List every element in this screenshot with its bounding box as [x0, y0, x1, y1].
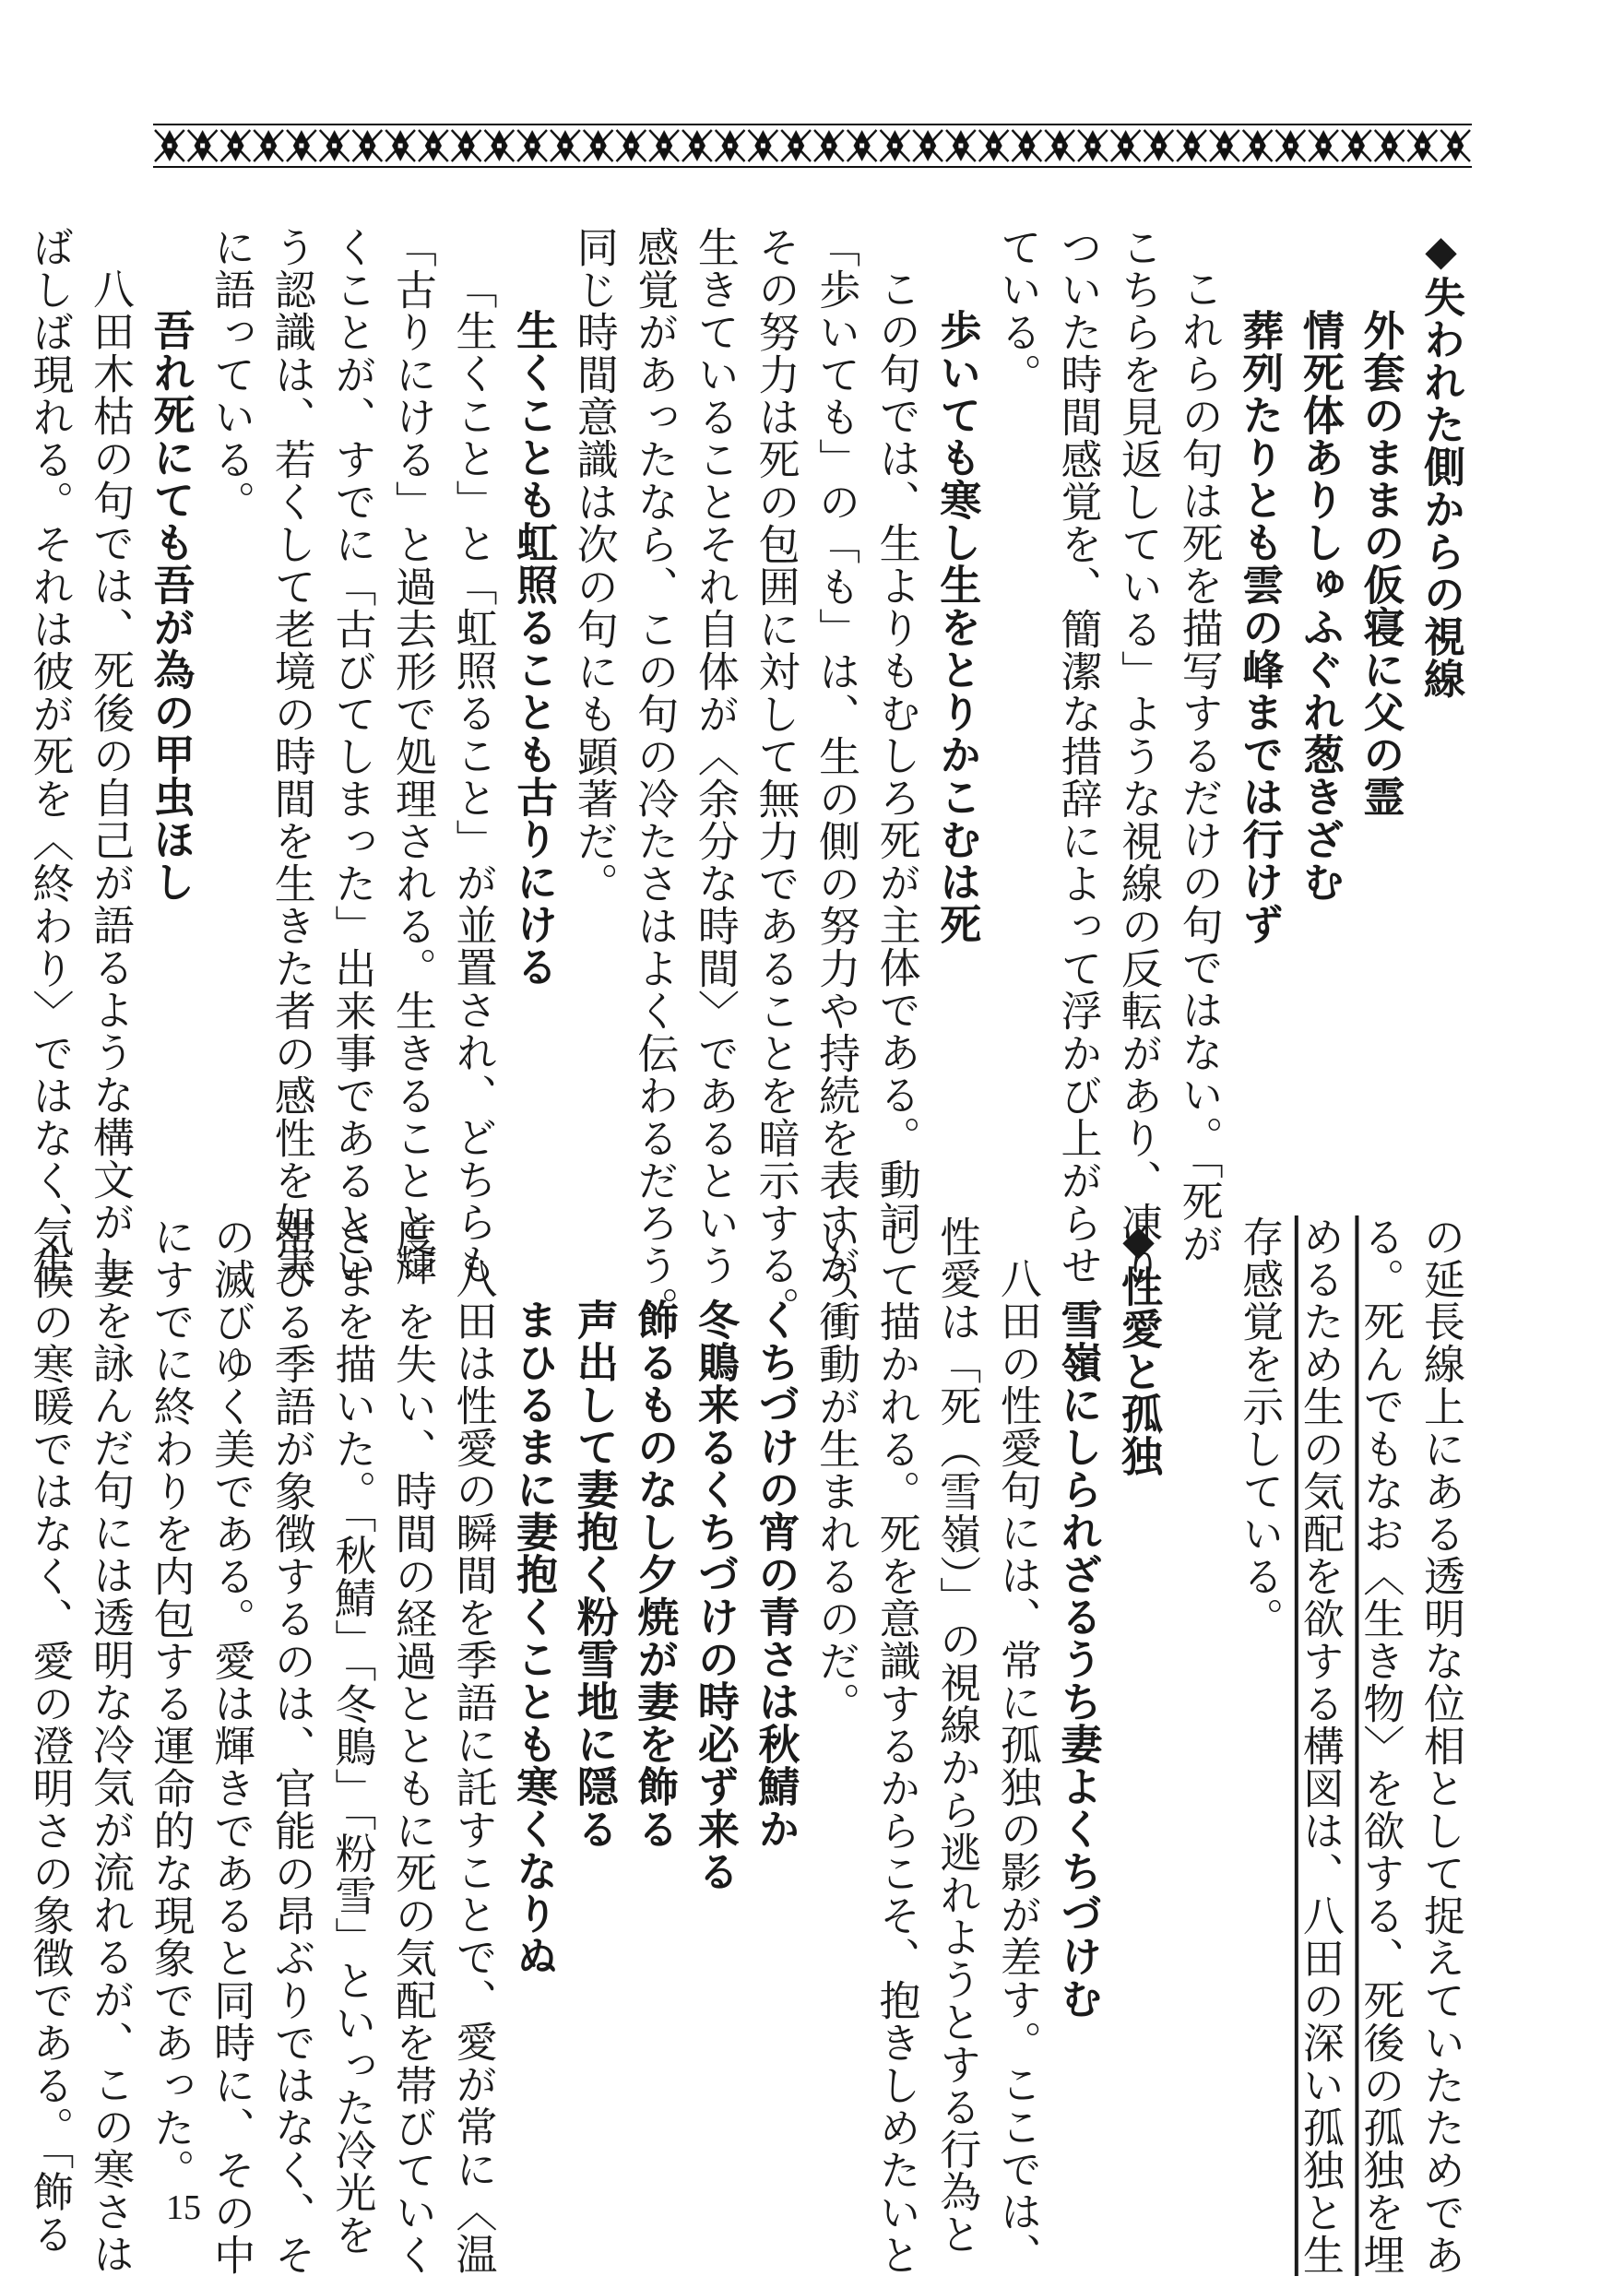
haiku-line: 歩いても寒し生をとりかこむは死: [932, 309, 982, 945]
paragraph-line: 八田の性愛句には、常に孤独の影が差す。ここでは、: [992, 1257, 1042, 2275]
body-line: さまを描いた。「秋鯖」「冬鵙」「粉雪」といった冷光を: [327, 1215, 377, 2257]
body-line: 感覚があったなら、この句の冷たさはよく伝わるだろう。: [630, 226, 680, 1329]
haiku-line: くちづけの宵の青さは秋鯖か: [751, 1298, 800, 1850]
haiku-line: 情死体ありしゅふぐれ葱きざむ: [1295, 309, 1345, 903]
underlined-line: めるため生の気配を欲する構図は、八田の深い孤独と生: [1295, 1215, 1345, 2276]
decorative-border-band: [153, 121, 1472, 171]
body-line: に語っている。: [207, 226, 256, 523]
paragraph-line: これらの句は死を描写するだけの句ではない。「死が: [1174, 267, 1224, 1265]
body-line: ばしば現れる。それは彼が死を〈終わり〉ではなく、生: [25, 226, 75, 1286]
body-line: 性愛は「死（雪嶺）」の視線から逃れようとする行為と: [932, 1215, 982, 2256]
body-line: ついた時間感覚を、簡潔な措辞によって浮かび上がらせ: [1053, 226, 1103, 1286]
haiku-line: 外套のままの仮寝に父の霊: [1356, 309, 1405, 818]
body-line: その努力は死の包囲に対して無力であることを暗示する。: [751, 226, 800, 1329]
body-line: 帯びる季語が象徴するのは、官能の昂ぶりではなく、そ: [267, 1215, 316, 2276]
haiku-line: 雪嶺にしられざるうち妻よくちづけむ: [1053, 1298, 1103, 2020]
page-number: 15: [166, 2188, 201, 2227]
body-line: 「歩いても」の「も」は、生の側の努力や持続を表すが、: [812, 226, 861, 1329]
paragraph-line: 「生くこと」と「虹照ること」が並置され、どちらも: [448, 267, 498, 1286]
text-block-top: [25, 226, 1471, 1329]
body-line: う認識は、若くして老境の時間を生きた者の感性を如実: [267, 226, 316, 1286]
paragraph-line: 八田は性愛の瞬間を季語に託すことで、愛が常に〈温: [448, 1257, 498, 2275]
body-line: の延長線上にある透明な位相として捉えていたためであ: [1417, 1215, 1465, 2276]
body-line: こちらを見返している」ような視線の反転があり、凍り: [1114, 226, 1164, 1286]
haiku-line: 声出して妻抱く粉雪地に隠る: [569, 1298, 619, 1850]
body-line: 同じ時間意識は次の句にも顕著だ。: [569, 226, 619, 905]
body-line: して描かれる。死を意識するからこそ、抱きしめたいと: [871, 1215, 921, 2276]
body-line: の滅びゆく美である。愛は輝きであると同時に、その中: [207, 1215, 256, 2276]
paragraph-line: 妻を詠んだ句には透明な冷気が流れるが、この寒さは: [85, 1257, 135, 2275]
haiku-line: 生くことも虹照ることも古りにける: [509, 309, 559, 988]
body-line: 「古りにける」と過去形で処理される。生きることと輝: [387, 226, 437, 1286]
body-line: 気候の寒暖ではなく、愛の澄明さの象徴である。「飾る: [25, 1215, 75, 2256]
body-line: にすでに終わりを内包する運命的な現象であった。: [146, 1215, 196, 2191]
body-line: いう衝動が生まれるのだ。: [812, 1215, 861, 1725]
paragraph-line: この句では、生よりもむしろ死が主体である。動詞: [871, 267, 921, 1243]
haiku-line: 飾るものなし夕焼が妻を飾る: [630, 1298, 680, 1850]
section-heading: ◆失われた側からの視線: [1417, 226, 1465, 700]
haiku-line: 冬鵙来るくちづけの時必ず来る: [690, 1298, 740, 1892]
paragraph-line: 八田木枯の句では、死後の自己が語るような構文がし: [85, 267, 135, 1286]
haiku-line: まひるまに妻抱くことも寒くなりぬ: [509, 1298, 559, 1977]
haiku-line: 葬列たりとも雲の峰までは行けず: [1235, 309, 1285, 945]
body-line: 存感覚を示している。: [1235, 1215, 1285, 1640]
body-line: 生きていることそれ自体が〈余分な時間〉であるという: [690, 226, 740, 1286]
body-line: 度〉を失い、時間の経過とともに死の気配を帯びていく: [387, 1215, 437, 2276]
underlined-line: る。死んでもなお〈生き物〉を欲する、死後の孤独を埋: [1356, 1215, 1405, 2276]
blank-line: [1168, 1215, 1229, 2140]
section-heading: ◆性愛と孤独: [1114, 1215, 1164, 1477]
body-line: ている。: [992, 226, 1042, 396]
body-line: くことが、すでに「古びてしまった」出来事であるとい: [327, 226, 377, 1286]
haiku-line: 吾れ死にても吾が為の甲虫ほし: [146, 309, 196, 903]
